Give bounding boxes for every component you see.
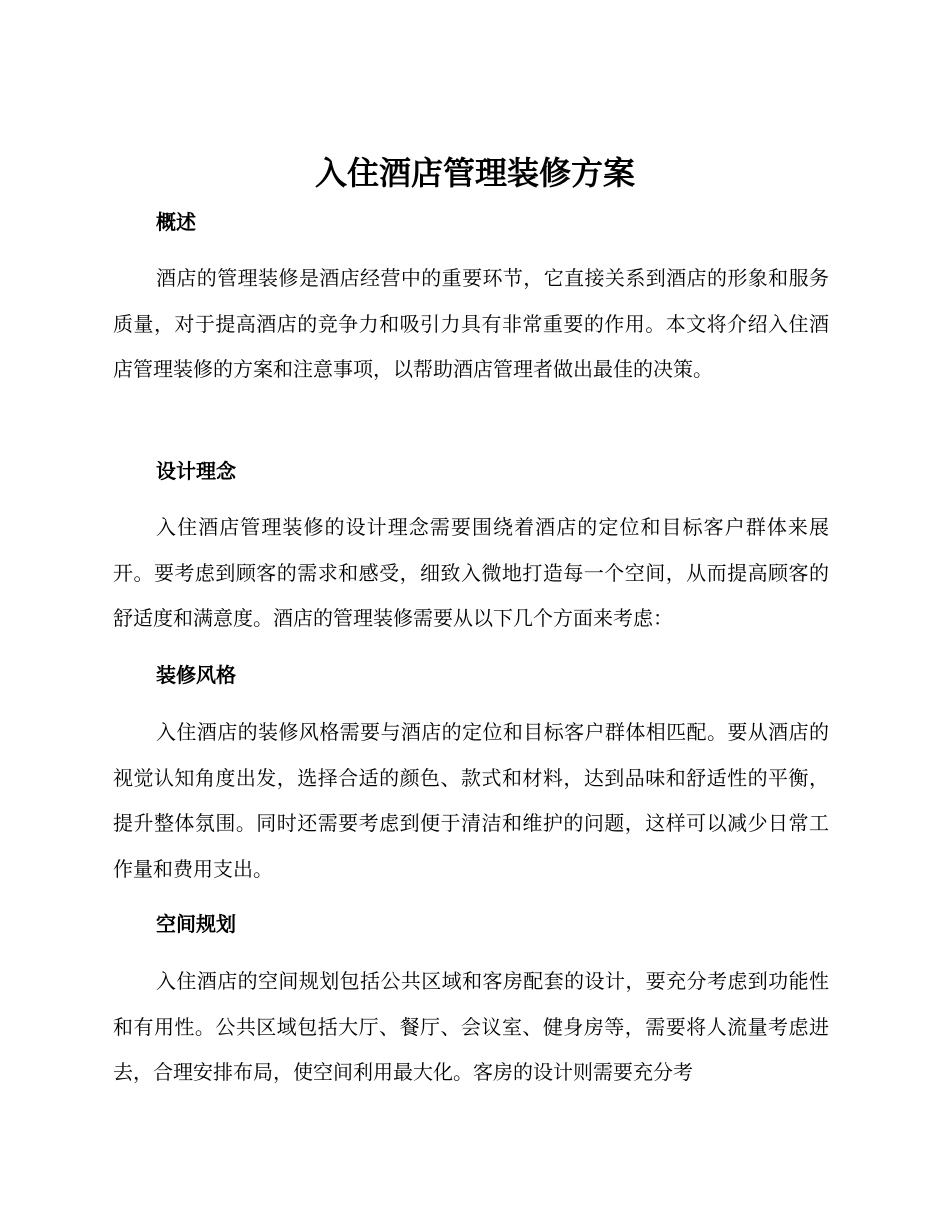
document-title: 入住酒店管理装修方案 xyxy=(314,154,635,192)
section-heading-space-planning: 空间规划 xyxy=(156,912,236,936)
section-heading-overview: 概述 xyxy=(156,210,196,234)
section-paragraph-design-concept: 入住酒店管理装修的设计理念需要围绕着酒店的定位和目标客户群体来展开。要考虑到顾客的需求和感受，细致入微地打造每一个空间，从而提高顾客的舒适度和满意度。酒店的管理装修需要从以下几个方面来考虑： xyxy=(113,515,829,630)
section-paragraph-overview: 酒店的管理装修是酒店经营中的重要环节，它直接关系到酒店的形象和服务质量，对于提高酒店的竞争力和吸引力具有非常重要的作用。本文将介绍入住酒店管理装修的方案和注意事项，以帮助酒店管理者做出最佳的决策。 xyxy=(113,266,829,381)
section-paragraph-decoration-style: 入住酒店的装修风格需要与酒店的定位和目标客户群体相匹配。要从酒店的视觉认知角度出发，选择合适的颜色、款式和材料，达到品味和舒适性的平衡，提升整体氛围。同时还需要考虑到便于清洁和维护的问题，这样可以减少日常工作量和费用支出。 xyxy=(113,720,829,881)
section-heading-decoration-style: 装修风格 xyxy=(156,663,236,687)
section-heading-design-concept: 设计理念 xyxy=(156,459,236,483)
section-paragraph-space-planning: 入住酒店的空间规划包括公共区域和客房配套的设计，要充分考虑到功能性和有用性。公共区域包括大厅、餐厅、会议室、健身房等，需要将人流量考虑进去，合理安排布局，使空间利用最大化。客房的设计则需要充分考 xyxy=(113,969,829,1084)
